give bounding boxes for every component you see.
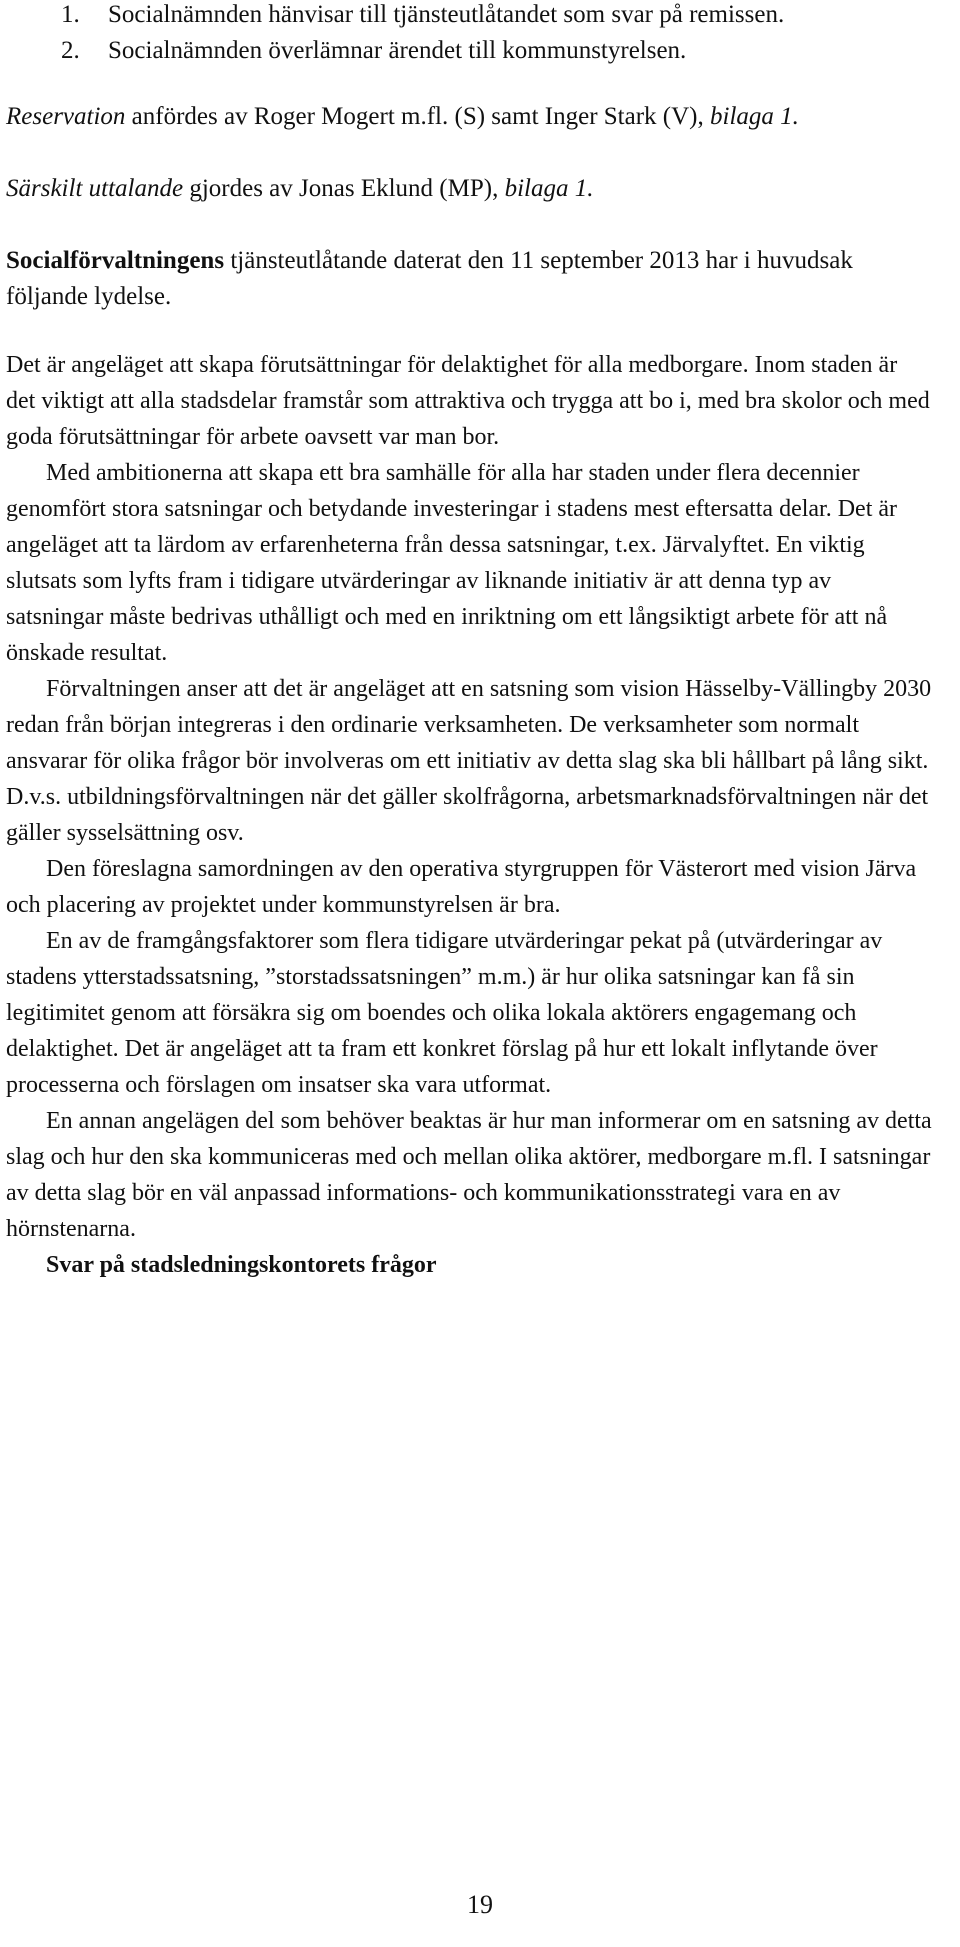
section-heading: Svar på stadsledningskontorets frågor	[46, 1252, 437, 1278]
social-administration-paragraph	[6, 243, 932, 315]
social-administration-text: tjänsteutlåtande daterat den 11 september 2013 har i huvudsak följande lydelse.	[6, 247, 853, 310]
social-administration-lead: Socialförvaltningens	[6, 247, 225, 274]
list-text: Socialnämnden överlämnar ärendet till kommunstyrelsen.	[108, 37, 687, 64]
special-statement-text: gjordes av Jonas Eklund (MP),	[183, 175, 505, 202]
reservation-paragraph	[6, 99, 932, 135]
body-paragraph: En annan angelägen del som behöver beaktas är hur man informerar om en satsning av detta slag och hur den ska kommuniceras med och mellan olika aktörer, medborgare m.fl. I satsningar av detta slag bör en väl anpassad informations- och kommunikationsstrategi vara en av hörnstenarna.	[6, 1108, 932, 1242]
special-statement-paragraph	[6, 171, 932, 207]
reservation-ref: bilaga 1.	[710, 103, 799, 130]
reservation-lead: Reservation	[6, 103, 126, 130]
reservation-text: anfördes av Roger Mogert m.fl. (S) samt Inger Stark (V),	[125, 103, 710, 130]
body-paragraph: En av de framgångsfaktorer som flera tidigare utvärderingar pekat på (utvärderingar av stadens ytterstadssatsning, ”storstadssatsningen” m.m.) är hur olika satsningar kan få sin legitimitet genom att försäkra sig om boendes och olika lokala aktörers engagemang och delaktighet. Det är angeläget att ta fram ett konkret förslag på hur ett lokalt inflytande över processerna och förslagen om insatser ska vara utformat.	[6, 928, 883, 1098]
list-number: 2.	[61, 37, 80, 64]
body-paragraph: Med ambitionerna att skapa ett bra samhälle för alla har staden under flera decennier genomfört stora satsningar och betydande investeringar i stadens mest eftersatta delar. Det är angeläget att ta lärdom av erfarenheterna från dessa satsningar, t.ex. Järvalyftet. En viktig slutsats som lyfts fram i tidigare utvärderingar av liknande initiativ är att denna typ av satsningar måste bedrivas uthålligt och med en inriktning om ett långsiktigt arbete för att nå önskade resultat.	[6, 460, 898, 666]
body-paragraph: Förvaltningen anser att det är angeläget att en satsning som vision Hässelby-Vällingby 2030 redan från början integreras i den ordinarie verksamheten. De verksamheter som normalt ansvarar för olika frågor bör involveras om ett initiativ av detta slag ska bli hållbart på lång sikt. D.v.s. utbildningsförvaltningen när det gäller skolfrågorna, arbetsmarknadsförvaltningen när det gäller sysselsättning osv.	[6, 676, 932, 846]
special-statement-lead: Särskilt uttalande	[6, 175, 184, 202]
page-number: 19	[467, 1890, 493, 1919]
decision-list	[6, 0, 932, 69]
special-statement-ref: bilaga 1.	[504, 175, 594, 202]
list-text: Socialnämnden hänvisar till tjänsteutlåtandet som svar på remissen.	[108, 1, 785, 28]
list-item	[6, 33, 932, 69]
list-item	[6, 0, 932, 33]
body-paragraph: Det är angeläget att skapa förutsättningar för delaktighet för alla medborgare. Inom staden är det viktigt att alla stadsdelar framstår som attraktiva och trygga att bo i, med bra skolor och med goda förutsättningar för arbete oavsett var man bor.	[6, 352, 930, 450]
list-number: 1.	[61, 1, 80, 28]
body-paragraph: Den föreslagna samordningen av den operativa styrgruppen för Västerort med vision Järva och placering av projektet under kommunstyrelsen är bra.	[6, 856, 917, 918]
